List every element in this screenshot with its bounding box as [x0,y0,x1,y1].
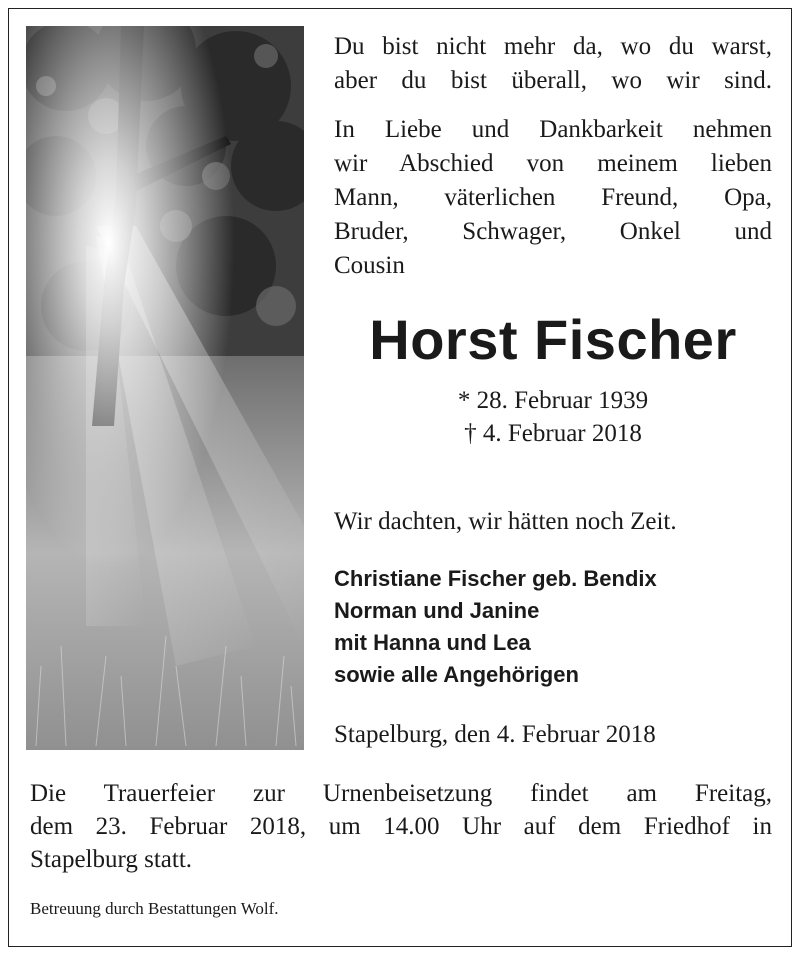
place-date: Stapelburg, den 4. Februar 2018 [334,721,656,748]
ceremony-info [30,777,772,876]
farewell-line: Bruder, Schwager, Onkel und [334,218,772,245]
ceremony-line: Stapelburg statt. [30,846,193,873]
mourner-line: sowie alle Angehörigen [334,662,579,687]
mourner-line: Christiane Fischer geb. Bendix [334,566,657,591]
forest-sunlight-photo [26,26,304,750]
ceremony-line: Die Trauerfeier zur Urnenbeisetzung findet am Freitag, [30,780,772,807]
deceased-name: Horst Fischer [369,308,737,371]
quote-line: Du bist nicht mehr da, wo du warst, [334,33,772,60]
farewell-line: Mann, väterlichen Freund, Opa, [334,184,772,211]
farewell-text [334,113,772,283]
farewell-line: In Liebe und Dankbarkeit nehmen [334,116,772,143]
mourner-line: mit Hanna und Lea [334,630,531,655]
mourner-line: Norman und Janine [334,598,540,623]
ceremony-line: dem 23. Februar 2018, um 14.00 Uhr auf dem Friedhof in [30,813,772,840]
farewell-line: Cousin [334,252,405,279]
motto-text: Wir dachten, wir hätten noch Zeit. [334,508,677,535]
memorial-quote [334,30,772,98]
funeral-home-credit: Betreuung durch Bestattungen Wolf. [30,899,279,918]
farewell-line: wir Abschied von meinem lieben [334,150,772,177]
life-dates [334,384,772,450]
mourners-list [334,563,657,691]
quote-line: aber du bist überall, wo wir sind. [334,67,772,94]
death-date: † 4. Februar 2018 [464,420,642,447]
birth-date: * 28. Februar 1939 [457,387,649,414]
